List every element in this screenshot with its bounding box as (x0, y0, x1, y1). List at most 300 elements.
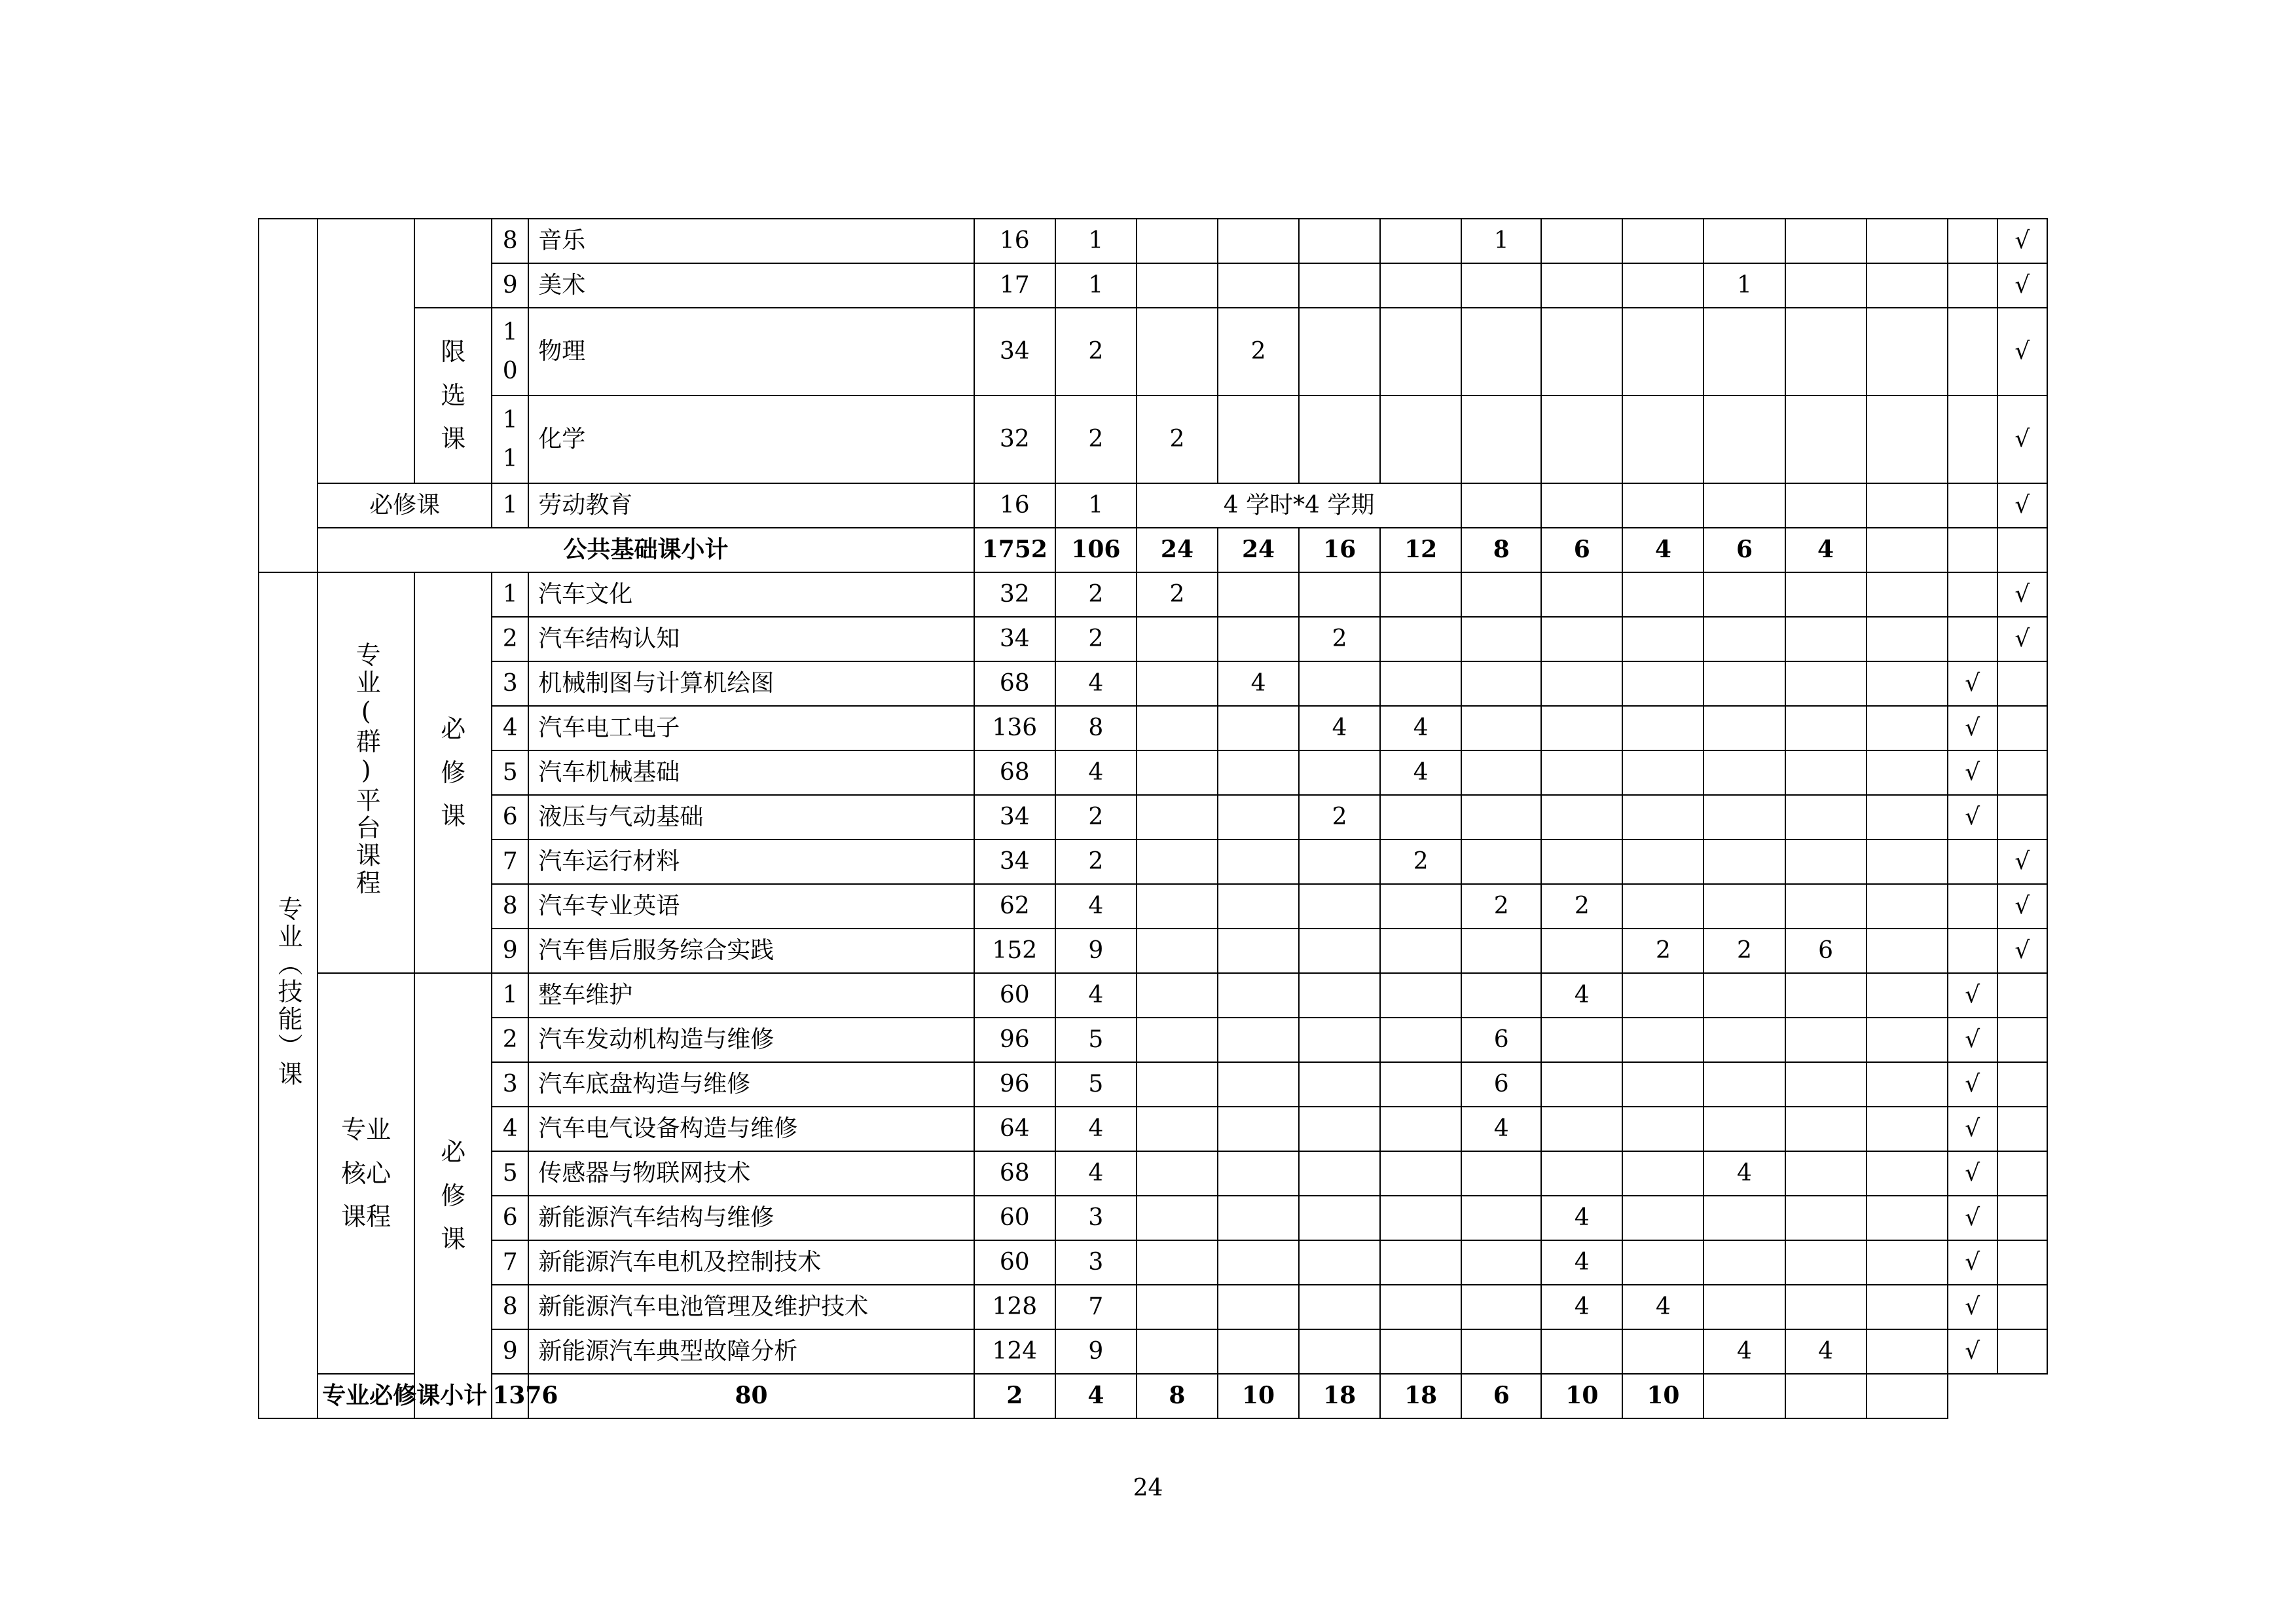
credits: 2 (1055, 840, 1137, 884)
row-number: 9 (492, 1329, 528, 1374)
table-row (259, 1285, 2047, 1329)
semester-8 (1704, 795, 1785, 840)
semester-4 (1380, 263, 1461, 308)
credits: 3 (1055, 1240, 1137, 1285)
semester-5: 1 (1461, 219, 1541, 263)
semester-6 (1541, 661, 1622, 706)
semester-9 (1785, 617, 1867, 661)
table-row (259, 840, 2047, 884)
exam-check: √ (1948, 1062, 1997, 1107)
hours-per-semester-note: 4 学时*4 学期 (1137, 483, 1461, 528)
credits: 2 (1055, 572, 1137, 617)
semester-3 (1299, 1240, 1380, 1285)
semester-8: 6 (1704, 528, 1785, 572)
semester-7 (1622, 396, 1704, 483)
semester-10 (1867, 572, 1948, 617)
course-name: 劳动教育 (528, 483, 974, 528)
semester-5 (1461, 661, 1541, 706)
exam-check: √ (1948, 1151, 1997, 1196)
table-row (259, 1107, 2047, 1151)
semester-6 (1541, 929, 1622, 973)
semester-9: 4 (1785, 1329, 1867, 1374)
assessment-check (1997, 1196, 2047, 1240)
semester-1 (1137, 1018, 1218, 1062)
semester-2 (1218, 263, 1299, 308)
semester-10 (1867, 840, 1948, 884)
semester-2 (1218, 1285, 1299, 1329)
semester-1 (1137, 617, 1218, 661)
semester-6 (1541, 750, 1622, 795)
semester-1 (1137, 706, 1218, 750)
semester-10 (1867, 617, 1948, 661)
semester-9 (1785, 1062, 1867, 1107)
credits: 9 (1055, 1329, 1137, 1374)
table-row (259, 617, 2047, 661)
semester-9: 4 (1785, 528, 1867, 572)
semester-4: 12 (1380, 528, 1461, 572)
semester-5 (1461, 1151, 1541, 1196)
course-name: 化学 (528, 396, 974, 483)
semester-2 (1218, 396, 1299, 483)
table-row (259, 1018, 2047, 1062)
semester-3: 8 (1137, 1374, 1218, 1418)
semester-3 (1299, 1196, 1380, 1240)
semester-5 (1461, 617, 1541, 661)
semester-3 (1299, 396, 1380, 483)
semester-1 (1137, 263, 1218, 308)
total-hours: 136 (974, 706, 1055, 750)
semester-6: 4 (1541, 1196, 1622, 1240)
assessment-check: √ (1997, 308, 2047, 396)
semester-4 (1380, 572, 1461, 617)
semester-4 (1380, 1240, 1461, 1285)
exam-check (1948, 308, 1997, 396)
semester-2 (1218, 1196, 1299, 1240)
row-number: 7 (492, 1240, 528, 1285)
assessment-check (1997, 1151, 2047, 1196)
semester-8 (1704, 617, 1785, 661)
row-number: 1 (492, 973, 528, 1018)
semester-7 (1622, 617, 1704, 661)
required-label: 必修课 (414, 572, 492, 973)
semester-10 (1867, 884, 1948, 929)
semester-6 (1541, 1107, 1622, 1151)
credits: 2 (1055, 617, 1137, 661)
semester-7 (1622, 483, 1704, 528)
page-number: 24 (1133, 1475, 1163, 1502)
semester-4 (1380, 929, 1461, 973)
row-number: 11 (492, 396, 528, 483)
semester-10 (1867, 929, 1948, 973)
semester-9 (1785, 1285, 1867, 1329)
credits: 1 (1055, 263, 1137, 308)
semester-7 (1622, 795, 1704, 840)
total-hours: 34 (974, 840, 1055, 884)
semester-9 (1785, 1151, 1867, 1196)
semester-9 (1785, 483, 1867, 528)
exam-check: √ (1948, 1018, 1997, 1062)
assessment-check: √ (1997, 483, 2047, 528)
credits: 4 (1055, 1107, 1137, 1151)
semester-1: 2 (1137, 572, 1218, 617)
semester-2 (1218, 973, 1299, 1018)
exam-check (1785, 1374, 1867, 1418)
semester-8 (1704, 1285, 1785, 1329)
course-name: 新能源汽车结构与维修 (528, 1196, 974, 1240)
semester-3 (1299, 1329, 1380, 1374)
semester-7 (1622, 706, 1704, 750)
semester-8 (1704, 219, 1785, 263)
assessment-check: √ (1997, 840, 2047, 884)
semester-8 (1704, 706, 1785, 750)
semester-3 (1299, 572, 1380, 617)
semester-5: 18 (1299, 1374, 1380, 1418)
row-number: 4 (492, 1107, 528, 1151)
semester-8 (1704, 973, 1785, 1018)
semester-8 (1704, 1062, 1785, 1107)
credits: 9 (1055, 929, 1137, 973)
total-hours: 1752 (974, 528, 1055, 572)
row-number: 10 (492, 308, 528, 396)
semester-6 (1541, 1018, 1622, 1062)
semester-6: 18 (1380, 1374, 1461, 1418)
credits: 4 (1055, 750, 1137, 795)
total-hours: 32 (974, 396, 1055, 483)
semester-5 (1461, 1240, 1541, 1285)
exam-check: √ (1948, 750, 1997, 795)
semester-10 (1867, 1151, 1948, 1196)
semester-7 (1622, 973, 1704, 1018)
semester-10 (1867, 1018, 1948, 1062)
semester-4 (1380, 1018, 1461, 1062)
semester-1 (1137, 1240, 1218, 1285)
semester-10 (1867, 528, 1948, 572)
assessment-check (1997, 1018, 2047, 1062)
semester-2 (1218, 1329, 1299, 1374)
row-number: 8 (492, 884, 528, 929)
semester-10 (1867, 263, 1948, 308)
semester-5 (1461, 1196, 1541, 1240)
course-name: 汽车电工电子 (528, 706, 974, 750)
assessment-check (1997, 795, 2047, 840)
assessment-check (1997, 1285, 2047, 1329)
semester-5 (1461, 795, 1541, 840)
total-hours: 68 (974, 750, 1055, 795)
table-row (259, 396, 2047, 483)
semester-9 (1785, 840, 1867, 884)
total-hours: 62 (974, 884, 1055, 929)
row-number: 8 (492, 219, 528, 263)
semester-5 (1461, 396, 1541, 483)
total-hours: 68 (974, 661, 1055, 706)
course-name: 物理 (528, 308, 974, 396)
semester-9: 6 (1785, 929, 1867, 973)
semester-8 (1704, 1196, 1785, 1240)
row-number: 1 (492, 572, 528, 617)
semester-1 (1137, 840, 1218, 884)
semester-8 (1704, 1018, 1785, 1062)
exam-check: √ (1948, 1285, 1997, 1329)
semester-7 (1622, 1329, 1704, 1374)
semester-2: 24 (1218, 528, 1299, 572)
semester-1 (1137, 661, 1218, 706)
semester-4: 4 (1380, 706, 1461, 750)
semester-4 (1380, 1062, 1461, 1107)
credits: 80 (528, 1374, 974, 1418)
semester-8: 2 (1704, 929, 1785, 973)
assessment-check: √ (1997, 929, 2047, 973)
semester-5 (1461, 706, 1541, 750)
semester-6 (1541, 263, 1622, 308)
semester-5: 2 (1461, 884, 1541, 929)
credits: 4 (1055, 1151, 1137, 1196)
semester-2 (1218, 750, 1299, 795)
course-name: 机械制图与计算机绘图 (528, 661, 974, 706)
semester-6 (1541, 840, 1622, 884)
semester-5 (1461, 1329, 1541, 1374)
semester-4 (1380, 1285, 1461, 1329)
platform-course-group-label: 专业(群)平台课程 (318, 572, 414, 973)
semester-10 (1704, 1374, 1785, 1418)
semester-8 (1704, 884, 1785, 929)
semester-10 (1867, 219, 1948, 263)
total-hours: 34 (974, 795, 1055, 840)
semester-10 (1867, 661, 1948, 706)
semester-9: 10 (1622, 1374, 1704, 1418)
course-name: 汽车电气设备构造与维修 (528, 1107, 974, 1151)
assessment-check (1997, 528, 2047, 572)
semester-3: 2 (1299, 617, 1380, 661)
credits: 2 (1055, 795, 1137, 840)
semester-10 (1867, 706, 1948, 750)
semester-4 (1380, 617, 1461, 661)
semester-3 (1299, 1107, 1380, 1151)
semester-9 (1785, 706, 1867, 750)
semester-9 (1785, 1107, 1867, 1151)
semester-10 (1867, 396, 1948, 483)
row-number: 9 (492, 929, 528, 973)
semester-6 (1541, 795, 1622, 840)
semester-2 (1218, 1062, 1299, 1107)
semester-9 (1785, 661, 1867, 706)
course-name: 汽车发动机构造与维修 (528, 1018, 974, 1062)
semester-7: 2 (1622, 929, 1704, 973)
row-number: 2 (492, 1018, 528, 1062)
public-subgroup-cell (318, 219, 414, 483)
semester-2 (1218, 706, 1299, 750)
semester-4 (1380, 973, 1461, 1018)
semester-8 (1704, 572, 1785, 617)
exam-check (1948, 219, 1997, 263)
semester-4 (1380, 219, 1461, 263)
total-hours: 60 (974, 1196, 1055, 1240)
subtotal-row (259, 1374, 2047, 1418)
semester-6 (1541, 308, 1622, 396)
semester-1 (1137, 973, 1218, 1018)
row-number: 6 (492, 1196, 528, 1240)
semester-10 (1867, 750, 1948, 795)
semester-7 (1622, 572, 1704, 617)
course-name: 汽车售后服务综合实践 (528, 929, 974, 973)
table-row (259, 219, 2047, 263)
semester-1 (1137, 795, 1218, 840)
row-number: 7 (492, 840, 528, 884)
course-name: 汽车机械基础 (528, 750, 974, 795)
exam-check (1948, 840, 1997, 884)
semester-7: 4 (1622, 528, 1704, 572)
semester-2 (1218, 1107, 1299, 1151)
course-name: 新能源汽车电池管理及维护技术 (528, 1285, 974, 1329)
semester-10 (1867, 1285, 1948, 1329)
exam-check: √ (1948, 661, 1997, 706)
semester-5: 8 (1461, 528, 1541, 572)
table-row (259, 1062, 2047, 1107)
assessment-check (1997, 1107, 2047, 1151)
semester-2 (1218, 840, 1299, 884)
semester-4 (1380, 396, 1461, 483)
semester-8 (1704, 308, 1785, 396)
assessment-check (1997, 706, 2047, 750)
semester-2 (1218, 617, 1299, 661)
semester-2 (1218, 795, 1299, 840)
semester-7 (1622, 1018, 1704, 1062)
semester-3: 4 (1299, 706, 1380, 750)
semester-3 (1299, 1285, 1380, 1329)
table-row (259, 1151, 2047, 1196)
table-row (259, 929, 2047, 973)
semester-7 (1622, 1151, 1704, 1196)
semester-3 (1299, 973, 1380, 1018)
semester-10 (1867, 973, 1948, 1018)
semester-6: 4 (1541, 973, 1622, 1018)
semester-4: 4 (1380, 750, 1461, 795)
semester-6 (1541, 617, 1622, 661)
course-name: 汽车结构认知 (528, 617, 974, 661)
semester-9 (1785, 308, 1867, 396)
semester-5 (1461, 572, 1541, 617)
exam-check: √ (1948, 973, 1997, 1018)
semester-1 (1137, 308, 1218, 396)
assessment-check (1997, 1240, 2047, 1285)
semester-7 (1622, 1107, 1704, 1151)
elective-group-label: 限选课 (414, 308, 492, 483)
semester-4 (1380, 1329, 1461, 1374)
semester-9 (1785, 219, 1867, 263)
total-hours: 34 (974, 617, 1055, 661)
assessment-check: √ (1997, 396, 2047, 483)
semester-8 (1704, 1107, 1785, 1151)
semester-2 (1218, 884, 1299, 929)
semester-9 (1785, 1018, 1867, 1062)
table-row (259, 308, 2047, 396)
semester-2 (1218, 572, 1299, 617)
semester-3 (1299, 661, 1380, 706)
table-row (259, 1196, 2047, 1240)
semester-7 (1622, 661, 1704, 706)
table-row (259, 572, 2047, 617)
exam-check: √ (1948, 795, 1997, 840)
semester-6 (1541, 572, 1622, 617)
public-category-cell (259, 219, 318, 572)
semester-5 (1461, 750, 1541, 795)
semester-7: 6 (1461, 1374, 1541, 1418)
semester-10 (1867, 483, 1948, 528)
total-hours: 124 (974, 1329, 1055, 1374)
course-name: 整车维护 (528, 973, 974, 1018)
semester-7 (1622, 263, 1704, 308)
row-number: 6 (492, 795, 528, 840)
assessment-check (1997, 973, 2047, 1018)
credits: 5 (1055, 1018, 1137, 1062)
semester-2: 4 (1055, 1374, 1137, 1418)
total-hours: 60 (974, 973, 1055, 1018)
semester-9 (1785, 750, 1867, 795)
assessment-check (1997, 1062, 2047, 1107)
semester-7: 4 (1622, 1285, 1704, 1329)
semester-1 (1137, 219, 1218, 263)
semester-5: 6 (1461, 1062, 1541, 1107)
semester-6: 2 (1541, 884, 1622, 929)
semester-5: 6 (1461, 1018, 1541, 1062)
semester-5 (1461, 929, 1541, 973)
subtotal-row (259, 528, 2047, 572)
exam-check: √ (1948, 706, 1997, 750)
semester-1 (1137, 1062, 1218, 1107)
semester-8 (1704, 750, 1785, 795)
semester-1 (1137, 884, 1218, 929)
required-label: 必修课 (414, 973, 492, 1418)
semester-7 (1622, 1196, 1704, 1240)
semester-3 (1299, 929, 1380, 973)
course-name: 汽车底盘构造与维修 (528, 1062, 974, 1107)
semester-8 (1704, 840, 1785, 884)
subtotal-label: 专业必修课小计 (318, 1374, 492, 1418)
credits: 4 (1055, 884, 1137, 929)
semester-10 (1867, 795, 1948, 840)
table-row (259, 1240, 2047, 1285)
course-name: 汽车文化 (528, 572, 974, 617)
semester-10 (1867, 1062, 1948, 1107)
semester-9 (1785, 1240, 1867, 1285)
semester-6 (1541, 1329, 1622, 1374)
semester-4 (1380, 884, 1461, 929)
total-hours: 64 (974, 1107, 1055, 1151)
credits: 7 (1055, 1285, 1137, 1329)
semester-9 (1785, 572, 1867, 617)
course-name: 音乐 (528, 219, 974, 263)
semester-2: 2 (1218, 308, 1299, 396)
row-number: 2 (492, 617, 528, 661)
table-row (259, 1329, 2047, 1374)
row-number: 8 (492, 1285, 528, 1329)
exam-check (1948, 617, 1997, 661)
exam-check (1948, 396, 1997, 483)
table-row (259, 661, 2047, 706)
semester-5 (1461, 1285, 1541, 1329)
semester-4 (1380, 308, 1461, 396)
semester-4 (1380, 1151, 1461, 1196)
semester-2 (1218, 1018, 1299, 1062)
table-row (259, 884, 2047, 929)
semester-10 (1867, 1240, 1948, 1285)
exam-check (1948, 572, 1997, 617)
semester-5 (1461, 308, 1541, 396)
elective-group-cell (414, 219, 492, 308)
assessment-check (1997, 750, 2047, 795)
row-number: 5 (492, 750, 528, 795)
semester-2 (1218, 1240, 1299, 1285)
semester-1 (1137, 1107, 1218, 1151)
